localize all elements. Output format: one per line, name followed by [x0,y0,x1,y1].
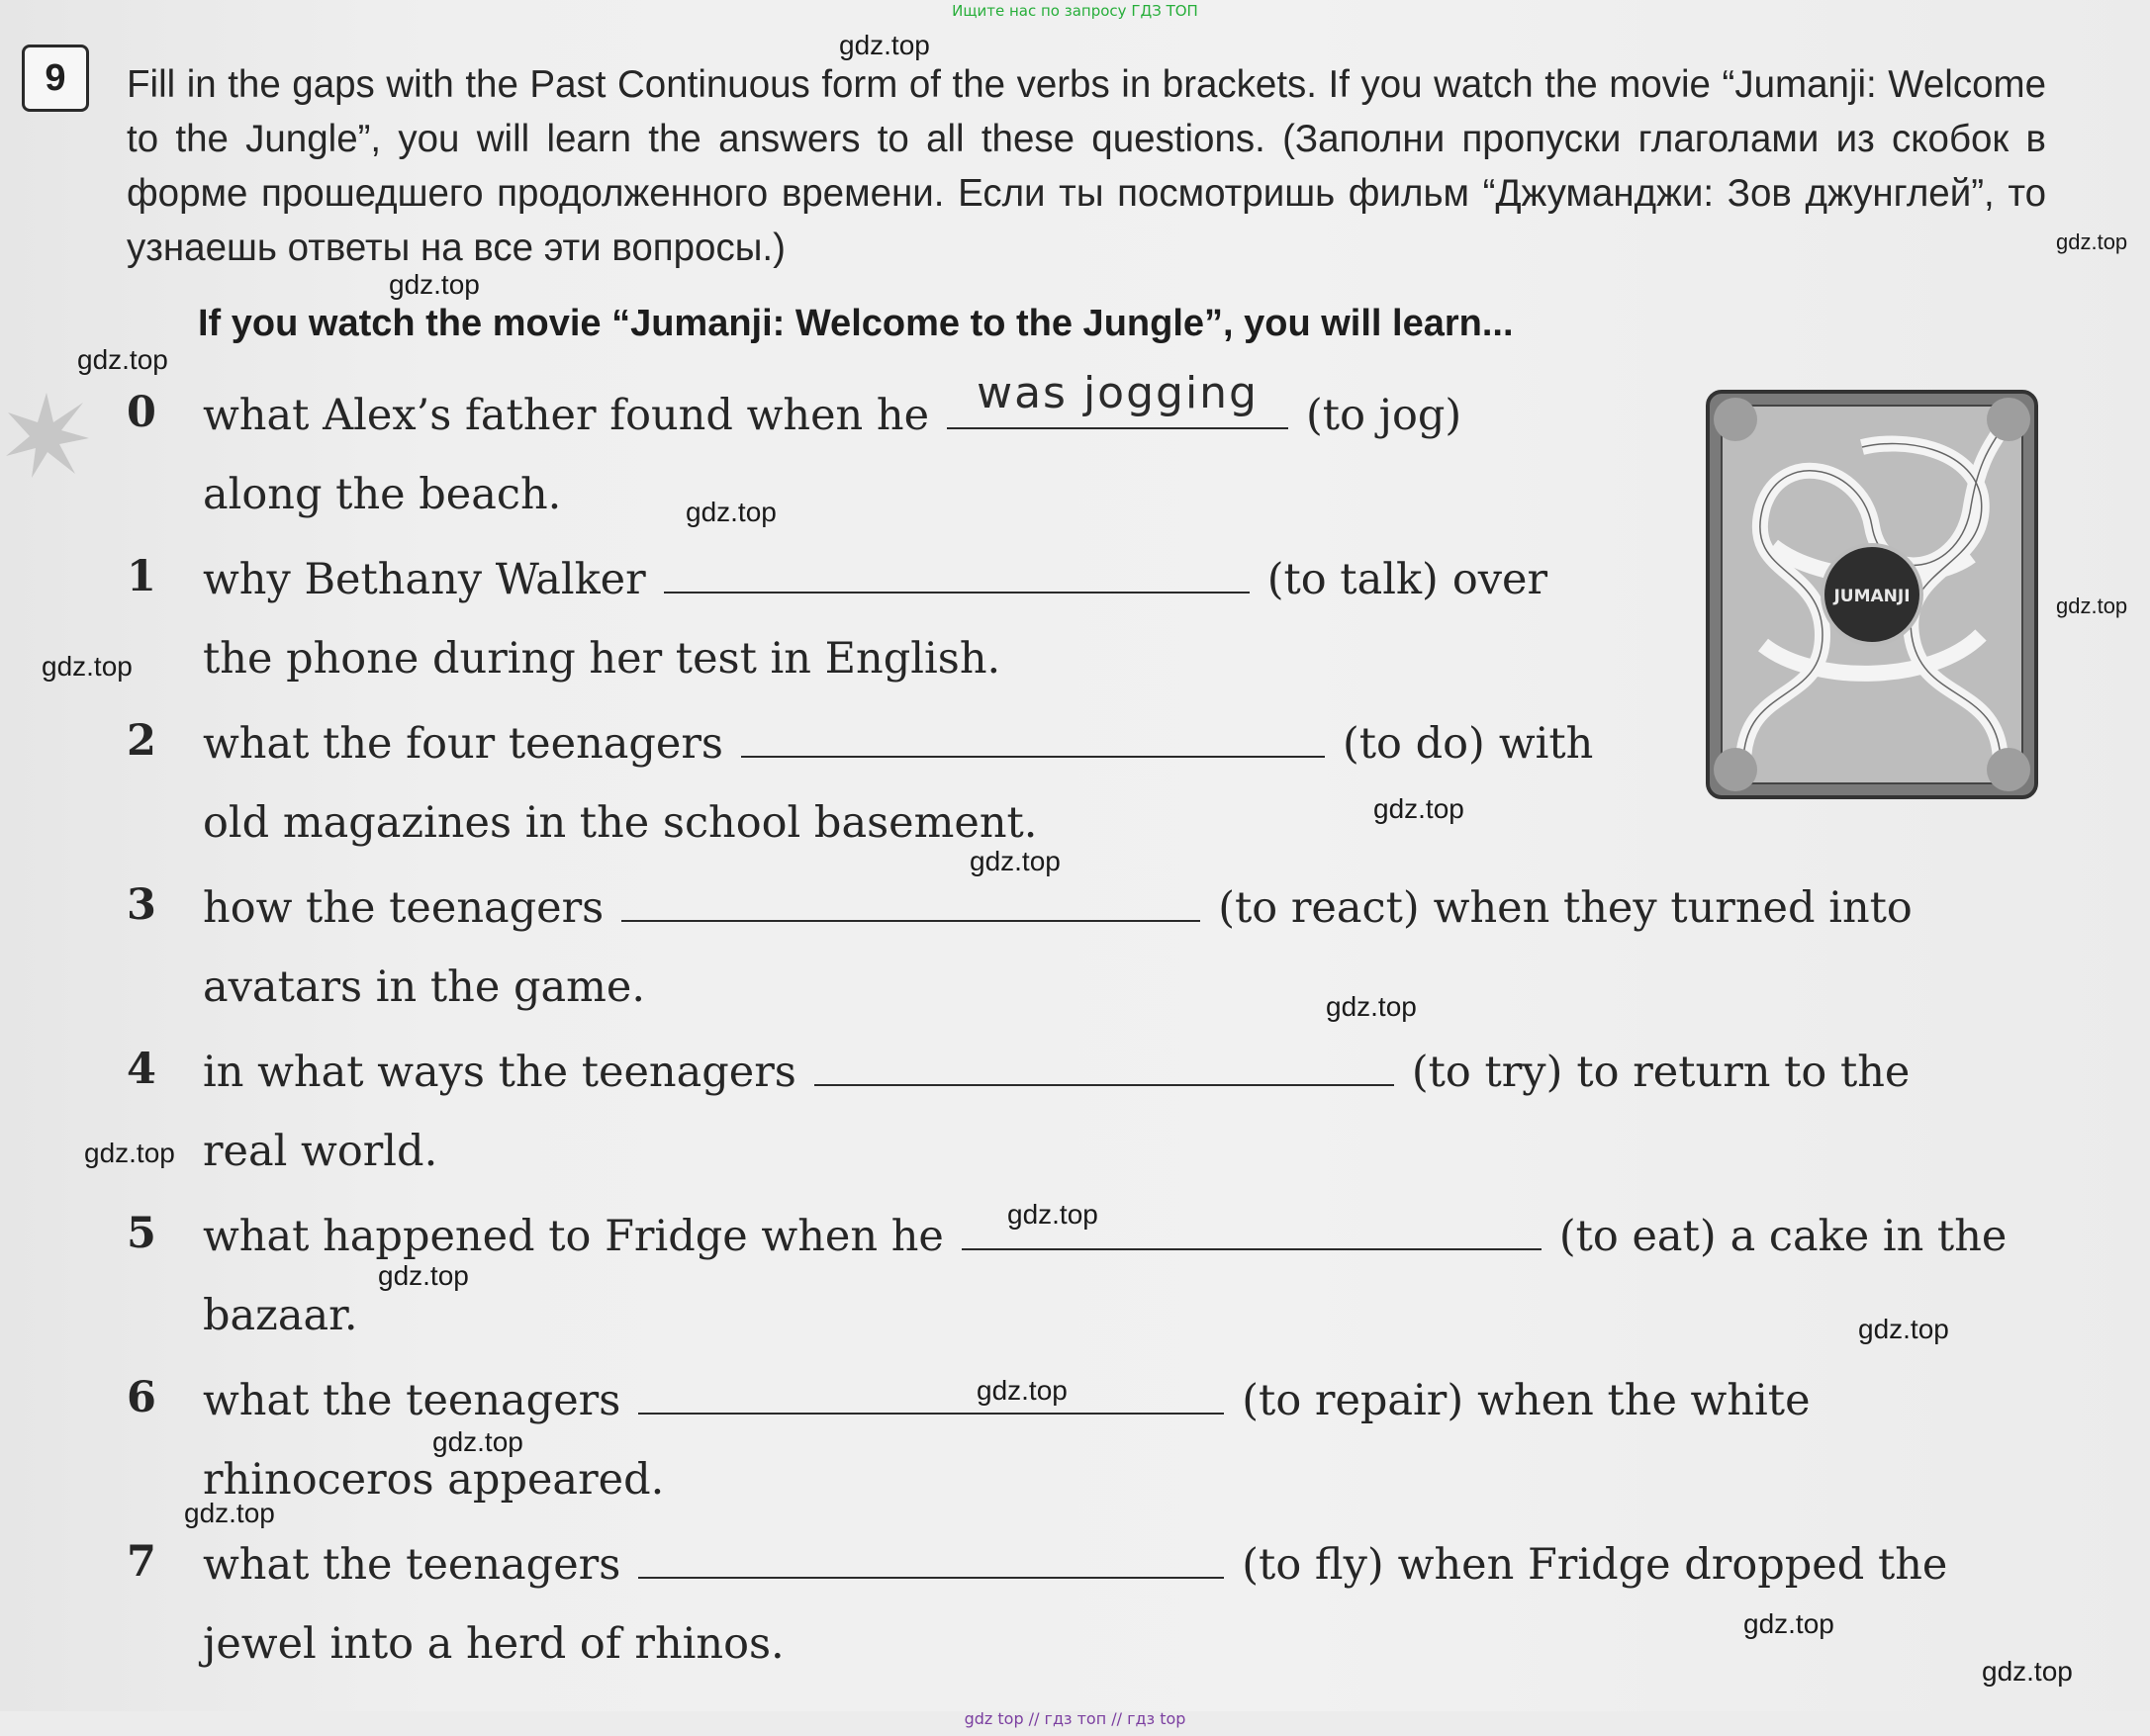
item-continuation: avatars in the game. [203,962,646,1012]
exercise-item-0 [203,368,1462,445]
item-number: 0 [127,388,156,437]
item-number: 7 [127,1537,156,1587]
item-text-after: when they turned into [1433,883,1913,933]
watermark: gdz.top [84,1138,175,1168]
watermark: gdz.top [77,344,168,375]
bottom-banner[interactable]: gdz top // гдз топ // гдз top [964,1709,1186,1728]
top-banner[interactable]: Ищите нас по запросу ГДЗ ТОП [952,2,1198,20]
jumanji-board-image [1704,388,2040,801]
star-icon [2,391,91,480]
watermark: gdz.top [42,651,133,682]
verb-hint: (to eat) [1558,1212,1717,1261]
item-continuation: the phone during her test in English. [203,634,1001,684]
item-number: 4 [127,1045,156,1094]
verb-hint: (to react) [1218,883,1420,933]
answer-gap[interactable] [638,1533,1224,1579]
handwritten-answer: was jogging [977,368,1259,418]
watermark: gdz.top [184,1498,275,1528]
watermark: gdz.top [1007,1199,1098,1230]
exercise-item-2 [203,712,1593,774]
verb-hint: (to fly) [1242,1540,1384,1590]
item-continuation: rhinoceros appeared. [203,1455,665,1505]
item-text-after: with [1498,719,1594,769]
item-continuation: along the beach. [203,470,562,519]
answer-gap[interactable] [741,712,1325,758]
watermark: gdz.top [2056,229,2128,254]
watermark: gdz.top [970,846,1061,876]
item-text-before: what Alex’s father found when he [203,391,930,440]
watermark: gdz.top [2056,594,2128,618]
answer-gap[interactable] [621,876,1200,922]
watermark: gdz.top [686,497,777,527]
watermark: gdz.top [1373,793,1464,824]
item-number: 3 [127,880,156,930]
item-number: 2 [127,716,156,766]
item-number: 6 [127,1373,156,1422]
item-text-before: what happened to Fridge when he [203,1212,944,1261]
exercise-item-1 [203,548,1547,609]
item-text-before: what the four teenagers [203,719,723,769]
exercise-item-3 [203,876,1913,938]
watermark: gdz.top [378,1260,469,1291]
item-text-after: when Fridge dropped the [1397,1540,1948,1590]
board-label: JUMANJI [1833,587,1911,606]
exercise-subheading: If you watch the movie “Jumanji: Welcome to the Jungle”, you will learn... [198,303,1514,344]
item-continuation: bazaar. [203,1291,358,1340]
item-number: 1 [127,552,156,601]
exercise-item-5 [203,1205,2007,1266]
watermark: gdz.top [977,1375,1068,1406]
task-number: 9 [22,45,89,112]
item-text-before: how the teenagers [203,883,605,933]
verb-hint: (to do) [1343,719,1485,769]
item-text-after: when the white [1477,1376,1811,1425]
task-instruction: Fill in the gaps with the Past Continuous form of the verbs in brackets. If you watch the movie “Jumanji: Welcome to the Jungle”, you will learn the answers to all these questions. (Заполни пропуски глаголами из скобок в форме прошедшего продолженного времени. Если ты посмотришь фильм “Джуманджи: Зов джунглей”, то узнаешь ответы на все эти вопросы.) [127,63,2046,269]
exercise-item-4 [203,1041,1910,1102]
watermark: gdz.top [389,269,480,300]
item-continuation: real world. [203,1127,438,1176]
item-text-before: why Bethany Walker [203,555,646,604]
answer-gap[interactable] [814,1041,1394,1086]
answer-gap[interactable] [664,548,1250,594]
item-text-before: what the teenagers [203,1540,621,1590]
watermark: gdz.top [1982,1656,2073,1687]
item-continuation: old magazines in the school basement. [203,798,1038,848]
verb-hint: (to repair) [1242,1376,1464,1425]
item-text-after: a cake in the [1729,1212,2008,1261]
item-text-after: over [1451,555,1547,604]
exercise-item-7 [203,1533,1947,1595]
verb-hint: (to talk) [1266,555,1439,604]
item-continuation: jewel into a herd of rhinos. [203,1619,785,1669]
answer-gap[interactable] [638,1369,1224,1415]
item-text-before: in what ways the teenagers [203,1048,796,1097]
watermark: gdz.top [1326,991,1417,1022]
watermark: gdz.top [839,30,930,60]
watermark: gdz.top [1858,1314,1949,1344]
verb-hint: (to jog) [1306,391,1462,440]
item-text-before: what the teenagers [203,1376,621,1425]
item-text-after: to return to the [1576,1048,1911,1097]
watermark: gdz.top [1743,1608,1834,1639]
answer-gap[interactable] [947,368,1288,429]
verb-hint: (to try) [1411,1048,1563,1097]
item-number: 5 [127,1209,156,1258]
watermark: gdz.top [432,1426,523,1457]
